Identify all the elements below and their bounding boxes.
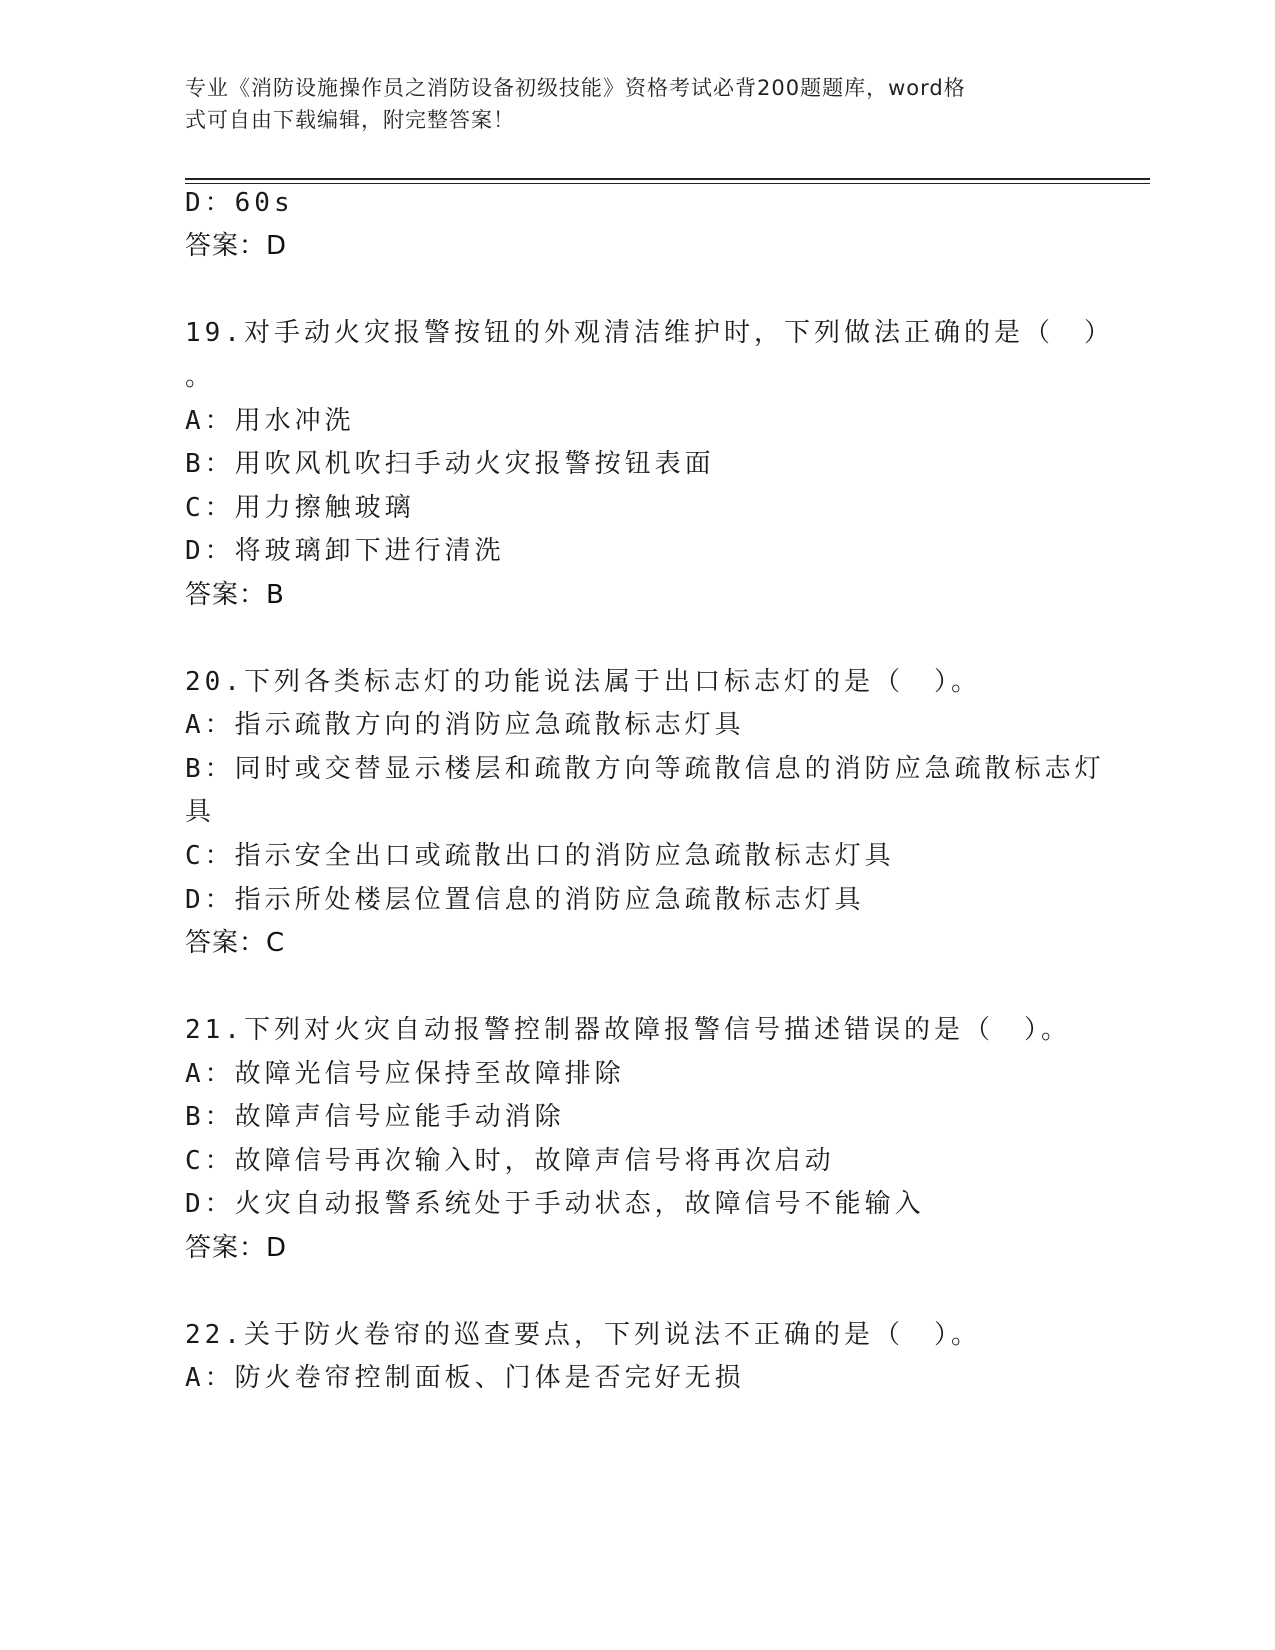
q19-option-a: A：用水冲洗 [185,406,355,436]
header-divider-thick [185,178,1150,180]
q20-stem: 20.下列各类标志灯的功能说法属于出口标志灯的是（ ）。 [185,667,981,697]
q18-answer: 答案：D [185,231,288,261]
q21-option-c: C：故障信号再次输入时，故障声信号将再次启动 [185,1146,835,1176]
q20-option-a: A：指示疏散方向的消防应急疏散标志灯具 [185,710,745,740]
q20-option-b-line-2: 具 [185,797,216,827]
q19-option-d: D：将玻璃卸下进行清洗 [185,536,505,566]
q19-option-b: B：用吹风机吹扫手动火灾报警按钮表面 [185,449,715,479]
header-line-1: 专业《消防设施操作员之消防设备初级技能》资格考试必背200题题库，word格 [185,76,966,100]
q20-option-c: C：指示安全出口或疏散出口的消防应急疏散标志灯具 [185,841,895,871]
document-header [185,72,1065,136]
q19-stem-line-2: 。 [185,362,216,392]
q21-option-b: B：故障声信号应能手动消除 [185,1102,565,1132]
q20-option-b-line-1: B：同时或交替显示楼层和疏散方向等疏散信息的消防应急疏散标志灯 [185,754,1105,784]
q22-stem: 22.关于防火卷帘的巡查要点，下列说法不正确的是（ ）。 [185,1320,981,1350]
q21-option-a: A：故障光信号应保持至故障排除 [185,1059,625,1089]
header-line-2: 式可自由下载编辑，附完整答案！ [185,108,515,132]
q20-option-d: D：指示所处楼层位置信息的消防应急疏散标志灯具 [185,885,865,915]
q21-stem: 21.下列对火灾自动报警控制器故障报警信号描述错误的是（ ）。 [185,1015,1071,1045]
q19-option-c: C：用力擦触玻璃 [185,493,415,523]
q21-answer: 答案：D [185,1233,288,1263]
q19-stem-line-1: 19.对手动火灾报警按钮的外观清洁维护时，下列做法正确的是（ ） [185,318,1114,348]
header-divider-thin [185,183,1150,184]
q21-option-d: D：火灾自动报警系统处于手动状态，故障信号不能输入 [185,1189,925,1219]
q22-option-a: A：防火卷帘控制面板、门体是否完好无损 [185,1363,745,1393]
q18-option-d: D：60s [185,188,294,218]
q19-answer: 答案：B [185,580,285,610]
q20-answer: 答案：C [185,928,286,958]
